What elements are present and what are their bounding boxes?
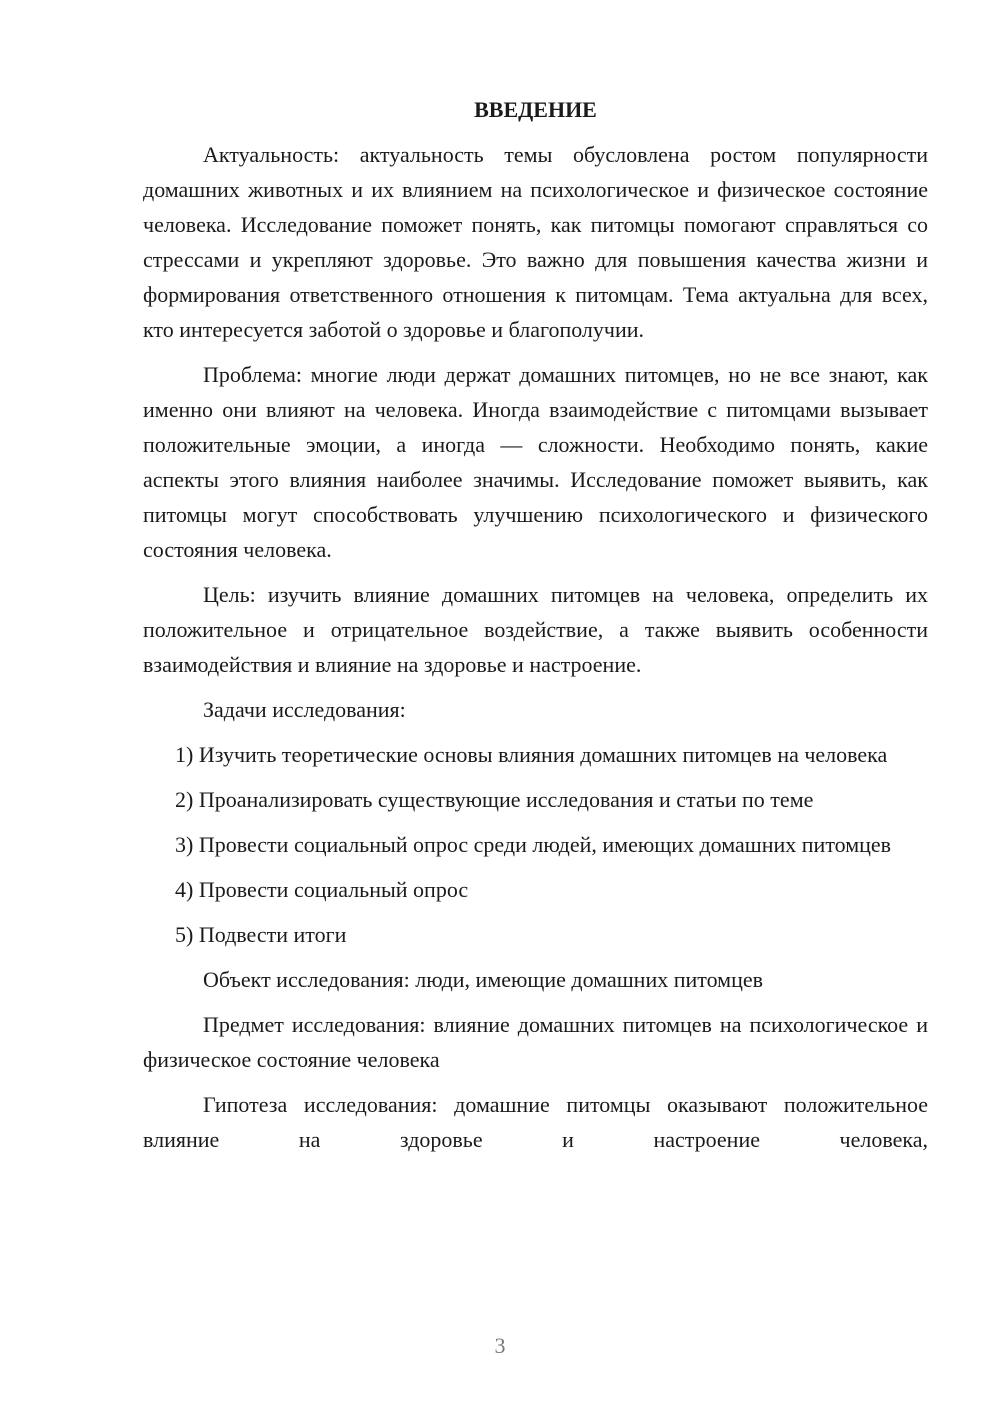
paragraph-object: Объект исследования: люди, имеющие домашних питомцев bbox=[203, 967, 764, 992]
paragraph-hypothesis: Гипотеза исследования: домашние питомцы оказывают положительное влияние на здоровье и настроение человека, bbox=[143, 1092, 928, 1152]
task-item-3: 3) Провести социальный опрос среди людей, имеющих домашних питомцев bbox=[175, 832, 892, 857]
task-item-2: 2) Проанализировать существующие исследования и статьи по теме bbox=[175, 787, 814, 812]
paragraph-problem: Проблема: многие люди держат домашних питомцев, но не все знают, как именно они влияют на человека. Иногда взаимодействие с питомцами вызывает положительные эмоции, а иногда — сложности. Необходимо понять, какие аспекты этого влияния наиболее значимы. Исследование поможет выявить, как питомцы могут способствовать улучшению психологического и физического состояния человека. bbox=[143, 362, 928, 562]
page-number: 3 bbox=[494, 1333, 506, 1358]
tasks-heading: Задачи исследования: bbox=[203, 697, 406, 722]
task-item-5: 5) Подвести итоги bbox=[175, 922, 347, 947]
paragraph-subject: Предмет исследования: влияние домашних питомцев на психологическое и физическое состояние человека bbox=[143, 1012, 928, 1072]
task-item-1: 1) Изучить теоретические основы влияния домашних питомцев на человека bbox=[175, 742, 888, 767]
section-title: ВВЕДЕНИЕ bbox=[474, 97, 597, 122]
paragraph-goal: Цель: изучить влияние домашних питомцев на человека, определить их положительное и отрицательное воздействие, а также выявить особенности взаимодействия и влияние на здоровье и настроение. bbox=[143, 582, 928, 677]
task-item-4: 4) Провести социальный опрос bbox=[175, 877, 469, 902]
paragraph-relevance: Актуальность: актуальность темы обусловлена ростом популярности домашних животных и их влиянием на психологическое и физическое состояние человека. Исследование поможет понять, как питомцы помогают справляться со стрессами и укрепляют здоровье. Это важно для повышения качества жизни и формирования ответственного отношения к питомцам. Тема актуальна для всех, кто интересуется заботой о здоровье и благополучии. bbox=[143, 142, 928, 342]
document-page bbox=[143, 92, 928, 1167]
